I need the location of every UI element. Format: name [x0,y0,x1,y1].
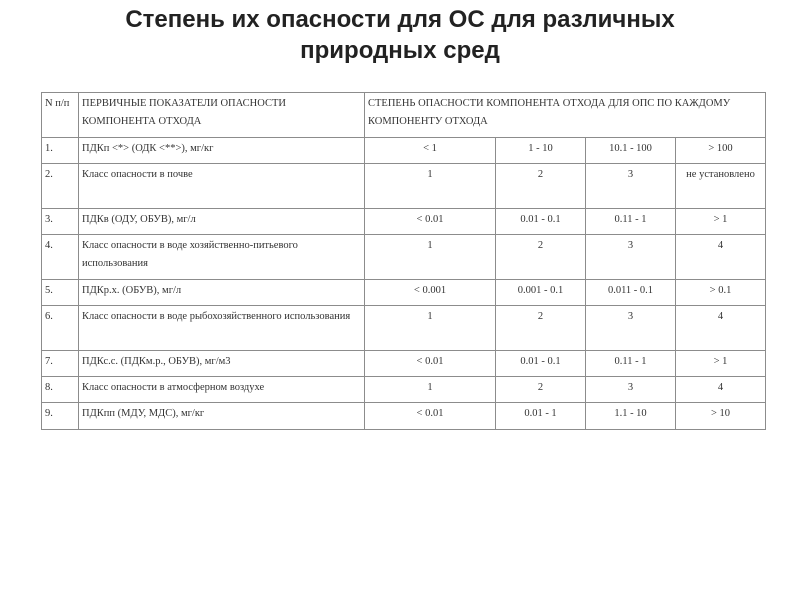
row-value: 1 [365,235,496,280]
table-row [42,351,766,377]
row-value: < 0.001 [365,280,496,306]
row-num: 9. [42,403,79,430]
row-value: 0.01 - 0.1 [496,351,586,377]
title-line-2: природных сред [300,37,500,64]
table-row [42,403,766,430]
row-value: 4 [676,306,766,351]
row-value: 3 [586,377,676,403]
header-degree: СТЕПЕНЬ ОПАСНОСТИ КОМПОНЕНТА ОТХОДА ДЛЯ ОПС ПО КАЖДОМУ КОМПОНЕНТУ ОТХОДА [365,93,766,138]
row-value: 0.011 - 0.1 [586,280,676,306]
row-value: 2 [496,164,586,209]
row-num: 3. [42,209,79,235]
row-indicator: ПДКв (ОДУ, ОБУВ), мг/л [79,209,365,235]
row-value: 4 [676,235,766,280]
row-indicator: Класс опасности в воде хозяйственно-питьевого использования [79,235,365,280]
row-value: 3 [586,235,676,280]
row-value: > 100 [676,138,766,164]
row-value: не установлено [676,164,766,209]
row-value: 2 [496,235,586,280]
row-value: 10.1 - 100 [586,138,676,164]
row-value: < 0.01 [365,403,496,430]
row-num: 1. [42,138,79,164]
row-value: 3 [586,306,676,351]
table-row [42,164,766,209]
header-indicator: ПЕРВИЧНЫЕ ПОКАЗАТЕЛИ ОПАСНОСТИ КОМПОНЕНТА ОТХОДА [79,93,365,138]
row-value: > 0.1 [676,280,766,306]
header-num: N п/п [42,93,79,138]
table-header-row [42,93,766,138]
row-value: 4 [676,377,766,403]
table-row [42,306,766,351]
row-indicator: ПДКп <*> (ОДК <**>), мг/кг [79,138,365,164]
row-value: 3 [586,164,676,209]
row-value: > 1 [676,351,766,377]
row-value: 1 [365,306,496,351]
page-title [0,4,800,66]
row-value: 0.001 - 0.1 [496,280,586,306]
row-value: > 1 [676,209,766,235]
row-value: > 10 [676,403,766,430]
row-num: 5. [42,280,79,306]
row-value: 0.11 - 1 [586,351,676,377]
row-value: 2 [496,306,586,351]
row-num: 8. [42,377,79,403]
row-value: 1 [365,377,496,403]
row-indicator: ПДКпп (МДУ, МДС), мг/кг [79,403,365,430]
row-value: < 1 [365,138,496,164]
row-num: 7. [42,351,79,377]
row-value: 1 [365,164,496,209]
hazard-table [41,92,766,430]
row-indicator: ПДКс.с. (ПДКм.р., ОБУВ), мг/м3 [79,351,365,377]
row-indicator: Класс опасности в атмосферном воздухе [79,377,365,403]
row-value: 1 - 10 [496,138,586,164]
row-value: 1.1 - 10 [586,403,676,430]
row-num: 6. [42,306,79,351]
row-value: 0.01 - 0.1 [496,209,586,235]
row-num: 4. [42,235,79,280]
row-num: 2. [42,164,79,209]
row-value: 0.01 - 1 [496,403,586,430]
row-indicator: ПДКр.х. (ОБУВ), мг/л [79,280,365,306]
row-value: < 0.01 [365,209,496,235]
row-indicator: Класс опасности в почве [79,164,365,209]
row-indicator: Класс опасности в воде рыбохозяйственного использования [79,306,365,351]
table-row [42,138,766,164]
table-row [42,280,766,306]
title-line-1: Степень их опасности для ОС для различных [125,6,675,33]
row-value: < 0.01 [365,351,496,377]
table-row [42,235,766,280]
row-value: 2 [496,377,586,403]
table-row [42,209,766,235]
table-row [42,377,766,403]
row-value: 0.11 - 1 [586,209,676,235]
